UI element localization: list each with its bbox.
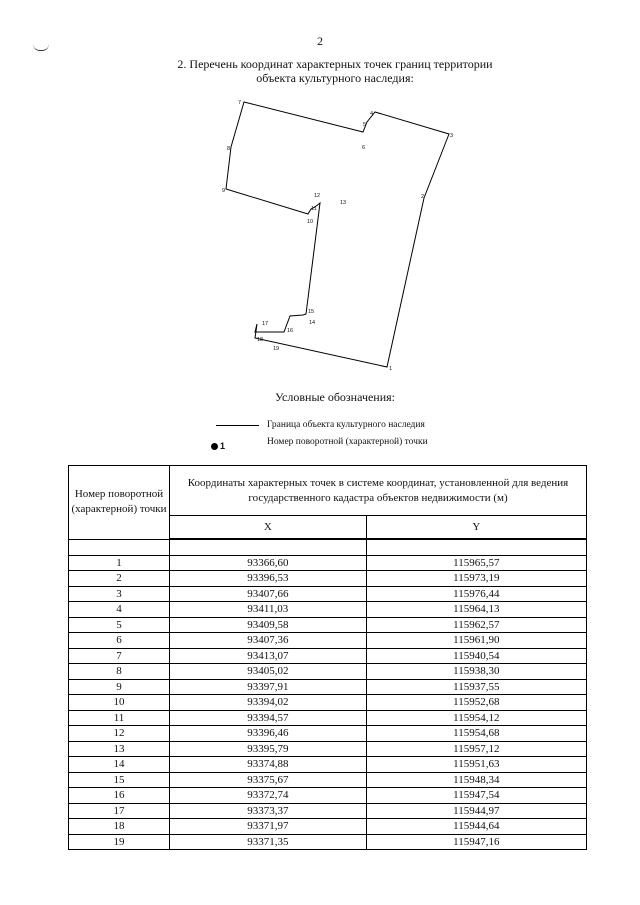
scheme-point-label: 9 xyxy=(222,188,226,194)
legend-point-text: Номер поворотной (характерной) точки xyxy=(267,437,428,447)
cell-x: 93413,07 xyxy=(170,648,367,664)
cell-y: 115948,34 xyxy=(366,772,586,788)
cell-x: 93411,03 xyxy=(170,602,367,618)
cell-y: 115973,19 xyxy=(366,571,586,587)
cell-point-number: 11 xyxy=(69,710,170,726)
cell-x: 93397,91 xyxy=(170,679,367,695)
cell-x: 93371,97 xyxy=(170,819,367,835)
cell-y: 115937,55 xyxy=(366,679,586,695)
coordinates-table xyxy=(68,465,587,850)
boundary-polygon xyxy=(226,102,449,367)
table-row xyxy=(69,586,587,602)
cell-point-number: 2 xyxy=(69,571,170,587)
section-title-line1: 2. Перечень координат характерных точек границ территории xyxy=(177,57,493,71)
boundary-scheme xyxy=(220,97,460,377)
scheme-point-label: 3 xyxy=(450,133,454,139)
cell-x: 93372,74 xyxy=(170,788,367,804)
scheme-point-label: 1 xyxy=(389,366,393,372)
cell-point-number: 6 xyxy=(69,633,170,649)
cell-x: 93396,53 xyxy=(170,571,367,587)
cell-y: 115957,12 xyxy=(366,741,586,757)
cell-y: 115938,30 xyxy=(366,664,586,680)
cell-point-number: 4 xyxy=(69,602,170,618)
cell-x: 93394,02 xyxy=(170,695,367,711)
table-row xyxy=(69,819,587,835)
table-row xyxy=(69,757,587,773)
cell-point-number: 1 xyxy=(69,555,170,571)
table-row xyxy=(69,803,587,819)
header-y: Y xyxy=(366,516,586,540)
cell-y: 115947,16 xyxy=(366,834,586,850)
cell-y: 115952,68 xyxy=(366,695,586,711)
cell-point-number: 15 xyxy=(69,772,170,788)
legend-point-label: 1 xyxy=(220,441,226,452)
table-row xyxy=(69,633,587,649)
cell-point-number: 13 xyxy=(69,741,170,757)
cell-x: 93395,79 xyxy=(170,741,367,757)
table-row xyxy=(69,602,587,618)
cell-point-number: 9 xyxy=(69,679,170,695)
scheme-point-label: 11 xyxy=(311,206,317,212)
table-row xyxy=(69,679,587,695)
legend-title: Условные обозначения: xyxy=(274,390,396,404)
cell-x: 93394,57 xyxy=(170,710,367,726)
cell-y: 115954,68 xyxy=(366,726,586,742)
cell-point-number: 5 xyxy=(69,617,170,633)
section-title xyxy=(100,57,570,85)
page-number: 2 xyxy=(317,34,323,48)
table-row xyxy=(69,772,587,788)
table-row xyxy=(69,695,587,711)
cell-point-number: 7 xyxy=(69,648,170,664)
point-dot-icon xyxy=(211,443,218,450)
cell-point-number: 3 xyxy=(69,586,170,602)
cell-x: 93373,37 xyxy=(170,803,367,819)
scheme-point-label: 2 xyxy=(421,194,425,200)
scheme-point-label: 5 xyxy=(363,122,367,128)
table-row xyxy=(69,617,587,633)
cell-y: 115944,64 xyxy=(366,819,586,835)
table-row xyxy=(69,555,587,571)
cell-point-number: 18 xyxy=(69,819,170,835)
cell-point-number: 16 xyxy=(69,788,170,804)
table-row xyxy=(69,664,587,680)
scheme-point-label: 12 xyxy=(314,193,321,199)
cell-point-number: 10 xyxy=(69,695,170,711)
cell-x: 93371,35 xyxy=(170,834,367,850)
header-point-number: Номер поворотной (характерной) точки xyxy=(69,466,170,540)
table-row xyxy=(69,726,587,742)
cell-x: 93374,88 xyxy=(170,757,367,773)
cell-x: 93396,46 xyxy=(170,726,367,742)
cell-y: 115944,97 xyxy=(366,803,586,819)
cell-y: 115964,13 xyxy=(366,602,586,618)
cell-point-number: 14 xyxy=(69,757,170,773)
cell-x: 93409,58 xyxy=(170,617,367,633)
cell-y: 115947,54 xyxy=(366,788,586,804)
cell-x: 93407,66 xyxy=(170,586,367,602)
scheme-point-label: 14 xyxy=(309,320,316,326)
scheme-point-label: 6 xyxy=(362,145,366,151)
cell-point-number: 8 xyxy=(69,664,170,680)
legend-boundary-text: Граница объекта культурного наследия xyxy=(267,420,425,430)
table-row xyxy=(69,571,587,587)
cell-x: 93375,67 xyxy=(170,772,367,788)
header-coordinates: Координаты характерных точек в системе координат, установленной для ведения государственного кадастра объектов недвижимости (м) xyxy=(170,466,587,516)
cell-y: 115961,90 xyxy=(366,633,586,649)
scheme-point-label: 7 xyxy=(238,100,242,106)
cell-point-number: 12 xyxy=(69,726,170,742)
scheme-point-label: 13 xyxy=(340,200,347,206)
cell-point-number: 17 xyxy=(69,803,170,819)
table-row xyxy=(69,788,587,804)
section-title-line2: объекта культурного наследия: xyxy=(256,71,414,85)
cell-y: 115951,63 xyxy=(366,757,586,773)
scheme-point-label: 10 xyxy=(307,219,314,225)
cell-point-number: 19 xyxy=(69,834,170,850)
table-row xyxy=(69,834,587,850)
scheme-point-label: 15 xyxy=(308,309,315,315)
table-row xyxy=(69,710,587,726)
table-row xyxy=(69,648,587,664)
scheme-point-label: 19 xyxy=(273,346,280,352)
cell-x: 93407,36 xyxy=(170,633,367,649)
cell-y: 115940,54 xyxy=(366,648,586,664)
header-x: X xyxy=(170,516,367,540)
scheme-point-label: 17 xyxy=(262,321,269,327)
scheme-point-label: 8 xyxy=(227,146,231,152)
cell-y: 115965,57 xyxy=(366,555,586,571)
boundary-line-symbol xyxy=(216,425,259,426)
cell-y: 115962,57 xyxy=(366,617,586,633)
cell-x: 93405,02 xyxy=(170,664,367,680)
cell-y: 115954,12 xyxy=(366,710,586,726)
scheme-point-label: 18 xyxy=(257,337,264,343)
scheme-point-label: 4 xyxy=(370,111,374,117)
scheme-point-label: 16 xyxy=(287,328,294,334)
cell-x: 93366,60 xyxy=(170,555,367,571)
stray-mark xyxy=(33,44,49,51)
cell-y: 115976,44 xyxy=(366,586,586,602)
table-row xyxy=(69,741,587,757)
